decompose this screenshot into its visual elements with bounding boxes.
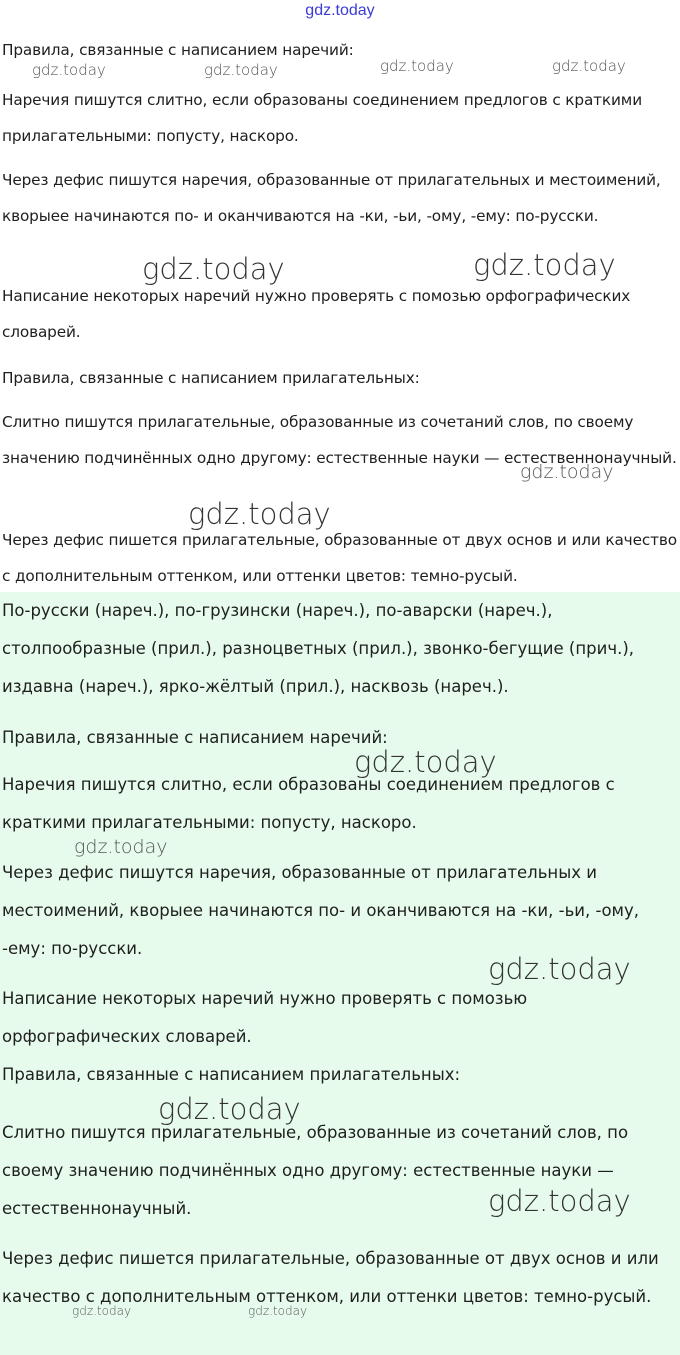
answer-paragraph: Правила, связанные с написанием наречий: [2,728,388,747]
watermark-text: gdz.today [32,61,106,79]
watermark-text: gdz.today [142,252,285,286]
task-paragraph: Правила, связанные с написанием прилагательных: [2,369,420,387]
watermark-text: gdz.today [158,1092,301,1126]
watermark-text: gdz.today [248,1304,308,1318]
task-paragraph: Правила, связанные с написанием наречий: [2,41,354,59]
watermark-text: gdz.today [488,1184,631,1218]
answer-paragraph: Правила, связанные с написанием прилагательных: [2,1065,461,1084]
watermark-text: gdz.today [74,836,168,858]
answer-paragraph: Написание некоторых наречий нужно проверять с помозью орфографических словарей. [2,989,528,1046]
answer-paragraph: По-русски (нареч.), по-грузински (нареч.), по-аварски (нареч.), столпообразные (прил.), разноцветных (прил.), звонко-бегущие (прич.), издавна (нареч.), ярко-жёлтый (прил.), насквозь (нареч.). [2,601,635,696]
watermark-text: gdz.today [488,952,631,986]
site-logo-link[interactable]: gdz.today [305,2,375,19]
watermark-text: gdz.today [188,497,331,531]
watermark-text: gdz.today [72,1304,132,1318]
answer-paragraph: Наречия пишутся слитно, если образованы соединением предлогов с краткими прилагательными: попусту, наскоро. [2,775,615,832]
watermark-text: gdz.today [204,61,278,79]
task-paragraph: Слитно пишутся прилагательные, образованные из сочетаний слов, по своему значению подчинённых одно другому: естественные науки — естественнонаучный. [2,413,677,467]
task-paragraph: Через дефис пишется прилагательные, образованные от двух основ и или качество с дополнительным оттенком, или оттенки цветов: темно-русый. [2,531,677,585]
answer-block [0,592,680,1355]
answer-paragraph: Через дефис пишутся наречия, образованные от прилагательных и местоимений, кворыее начинаются по- и оканчиваются на -ки, -ьи, -ому, -ему: по-русски. [2,863,640,958]
watermark-text: gdz.today [473,248,616,282]
task-paragraph: Наречия пишутся слитно, если образованы соединением предлогов с краткими прилагательными: попусту, наскоро. [2,91,642,145]
watermark-text: gdz.today [380,57,454,75]
watermark-text: gdz.today [520,461,614,483]
site-header [0,0,680,30]
answer-paragraph: Слитно пишутся прилагательные, образованные из сочетаний слов, по своему значению подчинённых одно другому: естественные науки — естественнонаучный. [2,1123,629,1218]
answer-paragraph: Через дефис пишется прилагательные, образованные от двух основ и или качество с дополнительным оттенком, или оттенки цветов: темно-русый. [2,1249,659,1306]
watermark-text: gdz.today [354,745,497,779]
task-paragraph: Написание некоторых наречий нужно проверять с помозью орфографических словарей. [2,287,631,341]
watermark-text: gdz.today [552,57,626,75]
task-paragraph: Через дефис пишутся наречия, образованные от прилагательных и местоимений, кворыее начинаются по- и оканчиваются на -ки, -ьи, -ому, -ему: по-русски. [2,171,661,225]
